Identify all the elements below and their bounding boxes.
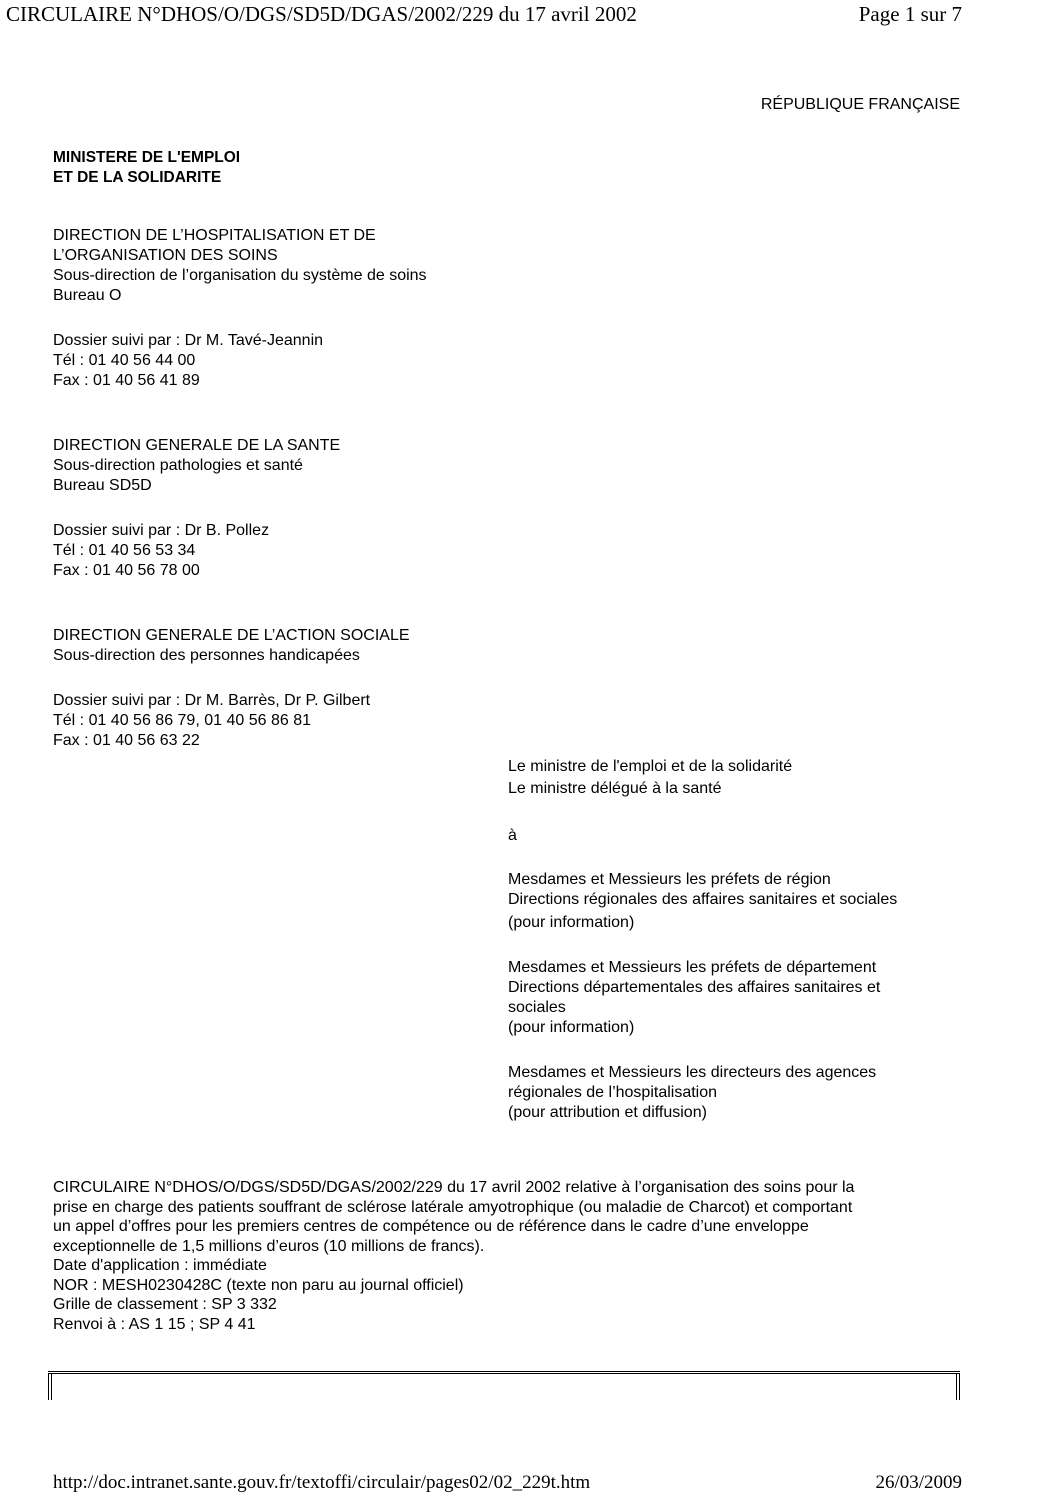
dgs-line: Bureau SD5D xyxy=(53,477,152,494)
dhos-direction xyxy=(53,226,427,306)
recipients-prefets-departement xyxy=(508,958,880,1038)
sender-line: Le ministre délégué à la santé xyxy=(508,780,722,797)
dhos-line: Sous-direction de l’organisation du système de soins xyxy=(53,267,427,284)
dgas-line: DIRECTION GENERALE DE L’ACTION SOCIALE xyxy=(53,627,410,644)
print-header-title: CIRCULAIRE N°DHOS/O/DGS/SD5D/DGAS/2002/229 du 17 avril 2002 xyxy=(6,2,637,26)
dgs-line: DIRECTION GENERALE DE LA SANTE xyxy=(53,437,341,454)
dgas-direction xyxy=(53,626,410,666)
recipient-line: Mesdames et Messieurs les préfets de département xyxy=(508,959,877,976)
frame-left-edge xyxy=(48,1374,52,1400)
print-footer-date: 26/03/2009 xyxy=(875,1472,962,1493)
dhos-line: DIRECTION DE L’HOSPITALISATION ET DE xyxy=(53,227,376,244)
dgas-contact-line: Tél : 01 40 56 86 79, 01 40 56 86 81 xyxy=(53,712,311,729)
recipient-line: Mesdames et Messieurs les directeurs des agences xyxy=(508,1064,877,1081)
recipient-line: (pour information) xyxy=(508,1019,635,1036)
sender-line: Le ministre de l'emploi et de la solidarité xyxy=(508,758,793,775)
circulaire-line: NOR : MESH0230428C (texte non paru au journal officiel) xyxy=(53,1276,464,1294)
circulaire-line: Renvoi à : AS 1 15 ; SP 4 41 xyxy=(53,1315,256,1333)
circulaire-line: CIRCULAIRE N°DHOS/O/DGS/SD5D/DGAS/2002/229 du 17 avril 2002 relative à l’organisation des soins pour la xyxy=(53,1179,855,1196)
dhos-contact xyxy=(53,331,323,391)
addressee-connector: à xyxy=(508,827,517,844)
recipient-line: régionales de l’hospitalisation xyxy=(508,1084,718,1101)
dgas-contact-line: Fax : 01 40 56 63 22 xyxy=(53,732,200,749)
recipient-line: (pour information) xyxy=(508,914,635,931)
dgs-line: Sous-direction pathologies et santé xyxy=(53,457,303,474)
recipient-line: Mesdames et Messieurs les préfets de région xyxy=(508,871,831,888)
dgs-contact-line: Tél : 01 40 56 53 34 xyxy=(53,542,196,559)
republique-francaise-heading: RÉPUBLIQUE FRANÇAISE xyxy=(760,96,960,113)
circulaire-summary xyxy=(53,1178,963,1334)
frame-right-edge xyxy=(956,1374,960,1400)
print-footer-url: http://doc.intranet.sante.gouv.fr/textoffi/circulair/pages02/02_229t.htm xyxy=(53,1472,591,1493)
dgas-contact-line: Dossier suivi par : Dr M. Barrès, Dr P. Gilbert xyxy=(53,692,371,709)
circulaire-line: Date d'application : immédiate xyxy=(53,1257,267,1274)
recipients-directeurs-arh xyxy=(508,1063,876,1123)
dgs-direction xyxy=(53,436,340,496)
ministry-name-line: MINISTERE DE L'EMPLOI xyxy=(53,149,241,166)
dgas-contact xyxy=(53,691,370,751)
dgas-line: Sous-direction des personnes handicapées xyxy=(53,647,360,664)
dhos-line: L’ORGANISATION DES SOINS xyxy=(53,247,278,264)
dhos-contact-line: Tél : 01 40 56 44 00 xyxy=(53,352,196,369)
recipients-prefets-region xyxy=(508,870,897,933)
circulaire-line: un appel d’offres pour les premiers centres de compétence ou de référence dans le cadre d’une enveloppe xyxy=(53,1218,809,1235)
ministry-name xyxy=(53,148,240,188)
circulaire-line: prise en charge des patients souffrant de sclérose latérale amyotrophique (ou maladie de Charcot) et comportant xyxy=(53,1198,853,1216)
recipient-line: Directions départementales des affaires sanitaires et xyxy=(508,979,881,996)
print-header-page-number: Page 1 sur 7 xyxy=(858,2,962,26)
ministry-name-line: ET DE LA SOLIDARITE xyxy=(53,169,222,186)
dhos-contact-line: Dossier suivi par : Dr M. Tavé-Jeannin xyxy=(53,332,324,349)
dgs-contact-line: Dossier suivi par : Dr B. Pollez xyxy=(53,522,270,539)
circulaire-line: exceptionnelle de 1,5 millions d’euros (10 millions de francs). xyxy=(53,1237,485,1255)
senders xyxy=(508,757,792,799)
dhos-line: Bureau O xyxy=(53,287,122,304)
horizontal-rule-frame xyxy=(48,1371,960,1401)
recipient-line: (pour attribution et diffusion) xyxy=(508,1104,707,1121)
recipient-line: Directions régionales des affaires sanitaires et sociales xyxy=(508,891,898,908)
dgs-contact xyxy=(53,521,269,581)
dgs-contact-line: Fax : 01 40 56 78 00 xyxy=(53,562,200,579)
recipient-line: sociales xyxy=(508,999,566,1016)
dhos-contact-line: Fax : 01 40 56 41 89 xyxy=(53,372,200,389)
circulaire-line: Grille de classement : SP 3 332 xyxy=(53,1296,277,1313)
